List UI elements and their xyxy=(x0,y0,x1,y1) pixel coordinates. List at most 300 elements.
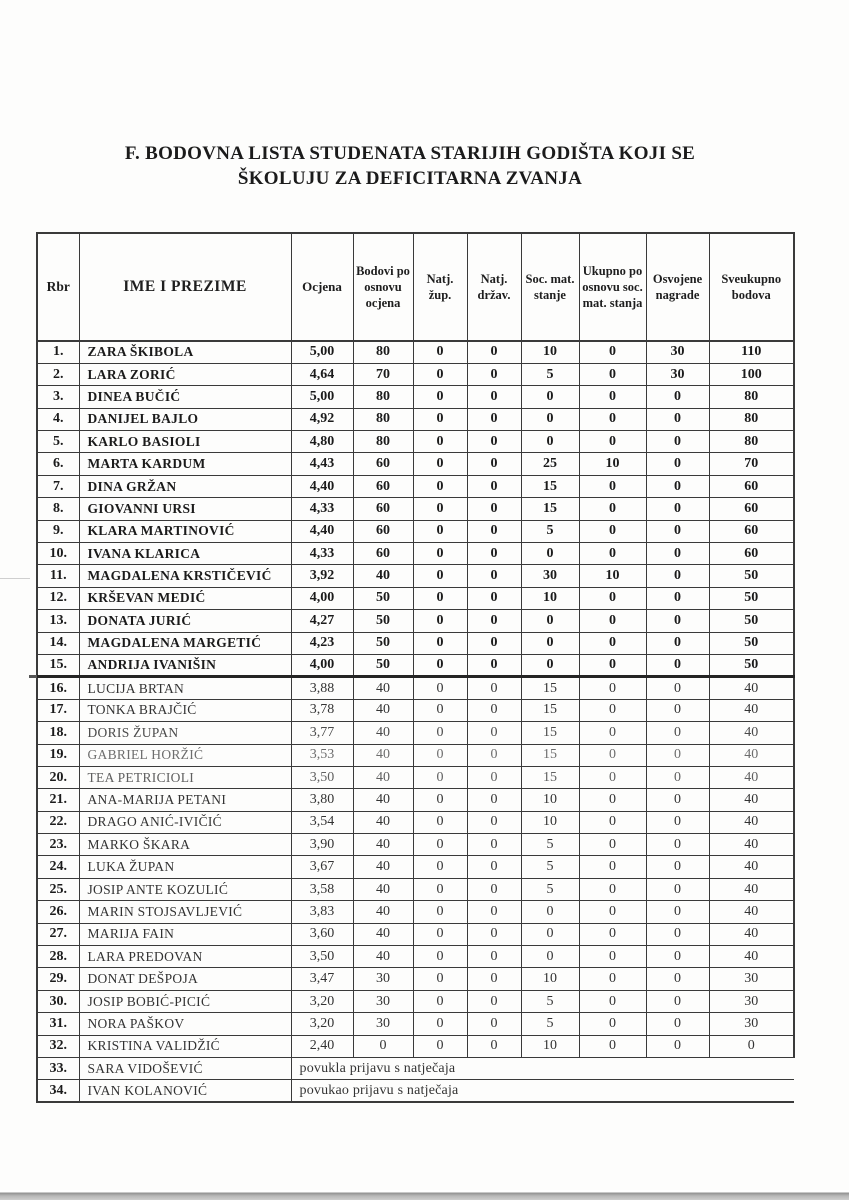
cell-rbr: 15. xyxy=(37,654,79,676)
cell-nagrade: 0 xyxy=(646,946,709,968)
cell-ocjena: 3,80 xyxy=(291,789,353,811)
cell-soc-mat: 5 xyxy=(521,990,579,1012)
cell-bodovi: 40 xyxy=(353,856,413,878)
table-header-row xyxy=(37,233,794,341)
cell-bodovi: 80 xyxy=(353,431,413,453)
cell-ukupno-soc: 0 xyxy=(579,610,646,632)
cell-natj-zup: 0 xyxy=(413,834,467,856)
cell-sveukupno: 110 xyxy=(709,341,794,363)
cell-soc-mat: 10 xyxy=(521,341,579,363)
table-row xyxy=(37,1035,794,1057)
cell-ukupno-soc: 0 xyxy=(579,475,646,497)
cell-natj-drzav: 0 xyxy=(467,520,521,542)
cell-natj-drzav: 0 xyxy=(467,1013,521,1035)
cell-soc-mat: 0 xyxy=(521,923,579,945)
cell-ukupno-soc: 0 xyxy=(579,811,646,833)
cell-ukupno-soc: 0 xyxy=(579,654,646,676)
cell-bodovi: 40 xyxy=(353,722,413,744)
document-title xyxy=(30,141,790,191)
cell-ocjena: 5,00 xyxy=(291,341,353,363)
cell-name: SARA VIDOŠEVIĆ xyxy=(79,1058,291,1080)
cell-nagrade: 0 xyxy=(646,610,709,632)
cell-ukupno-soc: 0 xyxy=(579,632,646,654)
cell-rbr: 30. xyxy=(37,990,79,1012)
cell-sveukupno: 50 xyxy=(709,565,794,587)
cell-soc-mat: 0 xyxy=(521,386,579,408)
cell-name: KRISTINA VALIDŽIĆ xyxy=(79,1035,291,1057)
cell-soc-mat: 5 xyxy=(521,856,579,878)
cell-natj-zup: 0 xyxy=(413,565,467,587)
cell-rbr: 3. xyxy=(37,386,79,408)
cell-sveukupno: 40 xyxy=(709,946,794,968)
cell-ukupno-soc: 0 xyxy=(579,722,646,744)
table-row xyxy=(37,834,794,856)
table-row xyxy=(37,587,794,609)
cell-sveukupno: 40 xyxy=(709,901,794,923)
column-header-natj-zup: Natj. žup. xyxy=(413,233,467,341)
cell-bodovi: 50 xyxy=(353,610,413,632)
cell-natj-drzav: 0 xyxy=(467,990,521,1012)
cell-nagrade: 0 xyxy=(646,744,709,766)
cell-name: GABRIEL HORŽIĆ xyxy=(79,744,291,766)
table-row xyxy=(37,878,794,900)
cell-rbr: 24. xyxy=(37,856,79,878)
cell-natj-drzav: 0 xyxy=(467,498,521,520)
cell-sveukupno: 40 xyxy=(709,856,794,878)
cell-sveukupno: 40 xyxy=(709,699,794,721)
cell-bodovi: 40 xyxy=(353,901,413,923)
cell-name: MARIJA FAIN xyxy=(79,923,291,945)
cell-name: KLARA MARTINOVIĆ xyxy=(79,520,291,542)
table-row xyxy=(37,722,794,744)
cell-ocjena: 4,00 xyxy=(291,654,353,676)
cell-bodovi: 70 xyxy=(353,363,413,385)
cell-natj-drzav: 0 xyxy=(467,722,521,744)
cell-ocjena: 4,64 xyxy=(291,363,353,385)
cell-rbr: 1. xyxy=(37,341,79,363)
cell-nagrade: 0 xyxy=(646,878,709,900)
cell-soc-mat: 10 xyxy=(521,1035,579,1057)
column-header-rbr: Rbr xyxy=(37,233,79,341)
cell-rbr: 14. xyxy=(37,632,79,654)
cell-natj-drzav: 0 xyxy=(467,565,521,587)
cell-withdrawal-note: povukla prijavu s natječaja xyxy=(291,1058,794,1080)
table-row xyxy=(37,1013,794,1035)
cell-natj-drzav: 0 xyxy=(467,654,521,676)
cell-ukupno-soc: 0 xyxy=(579,946,646,968)
cell-natj-drzav: 0 xyxy=(467,968,521,990)
cell-ocjena: 2,40 xyxy=(291,1035,353,1057)
cell-rbr: 20. xyxy=(37,766,79,788)
cell-bodovi: 40 xyxy=(353,766,413,788)
cell-natj-drzav: 0 xyxy=(467,878,521,900)
cell-name: DINEA BUČIĆ xyxy=(79,386,291,408)
cell-soc-mat: 0 xyxy=(521,946,579,968)
cell-ocjena: 3,58 xyxy=(291,878,353,900)
cell-rbr: 33. xyxy=(37,1058,79,1080)
cell-rbr: 8. xyxy=(37,498,79,520)
cell-name: LUCIJA BRTAN xyxy=(79,677,291,699)
cell-natj-zup: 0 xyxy=(413,968,467,990)
cell-nagrade: 0 xyxy=(646,834,709,856)
cell-name: KRŠEVAN MEDIĆ xyxy=(79,587,291,609)
cell-bodovi: 40 xyxy=(353,565,413,587)
cell-bodovi: 80 xyxy=(353,341,413,363)
cell-rbr: 6. xyxy=(37,453,79,475)
cell-name: DANIJEL BAJLO xyxy=(79,408,291,430)
cell-natj-zup: 0 xyxy=(413,498,467,520)
cell-ukupno-soc: 10 xyxy=(579,565,646,587)
cell-ocjena: 4,27 xyxy=(291,610,353,632)
cell-soc-mat: 15 xyxy=(521,766,579,788)
cell-rbr: 16. xyxy=(37,677,79,699)
cell-name: IVANA KLARICA xyxy=(79,543,291,565)
cell-ukupno-soc: 0 xyxy=(579,766,646,788)
cell-soc-mat: 15 xyxy=(521,722,579,744)
cell-nagrade: 0 xyxy=(646,811,709,833)
cell-rbr: 17. xyxy=(37,699,79,721)
table-row xyxy=(37,363,794,385)
cell-natj-drzav: 0 xyxy=(467,543,521,565)
cell-natj-zup: 0 xyxy=(413,654,467,676)
cell-bodovi: 40 xyxy=(353,699,413,721)
cell-ukupno-soc: 0 xyxy=(579,968,646,990)
cell-rbr: 28. xyxy=(37,946,79,968)
cell-name: LARA ZORIĆ xyxy=(79,363,291,385)
table-row xyxy=(37,565,794,587)
cell-name: MARKO ŠKARA xyxy=(79,834,291,856)
cell-ukupno-soc: 0 xyxy=(579,587,646,609)
cell-ukupno-soc: 0 xyxy=(579,744,646,766)
cell-rbr: 19. xyxy=(37,744,79,766)
cell-bodovi: 0 xyxy=(353,1035,413,1057)
cell-soc-mat: 5 xyxy=(521,878,579,900)
cell-soc-mat: 0 xyxy=(521,610,579,632)
cell-natj-zup: 0 xyxy=(413,923,467,945)
cell-ukupno-soc: 0 xyxy=(579,386,646,408)
cell-ocjena: 3,60 xyxy=(291,923,353,945)
cell-soc-mat: 15 xyxy=(521,498,579,520)
cell-nagrade: 0 xyxy=(646,789,709,811)
cell-ocjena: 3,67 xyxy=(291,856,353,878)
cell-name: DONAT DEŠPOJA xyxy=(79,968,291,990)
cell-natj-drzav: 0 xyxy=(467,946,521,968)
table-row xyxy=(37,1080,794,1102)
document-title-line-2: ŠKOLUJU ZA DEFICITARNA ZVANJA xyxy=(237,168,583,190)
table-row xyxy=(37,811,794,833)
table-row xyxy=(37,744,794,766)
cell-ukupno-soc: 0 xyxy=(579,834,646,856)
cell-name: MAGDALENA MARGETIĆ xyxy=(79,632,291,654)
cell-ukupno-soc: 0 xyxy=(579,431,646,453)
table-row xyxy=(37,386,794,408)
cell-name: KARLO BASIOLI xyxy=(79,431,291,453)
cell-sveukupno: 80 xyxy=(709,431,794,453)
cell-ocjena: 3,54 xyxy=(291,811,353,833)
cell-natj-drzav: 0 xyxy=(467,386,521,408)
cell-bodovi: 60 xyxy=(353,498,413,520)
cell-rbr: 9. xyxy=(37,520,79,542)
cell-nagrade: 30 xyxy=(646,341,709,363)
cell-natj-drzav: 0 xyxy=(467,453,521,475)
cell-bodovi: 30 xyxy=(353,968,413,990)
cell-sveukupno: 40 xyxy=(709,789,794,811)
cell-ukupno-soc: 0 xyxy=(579,543,646,565)
cell-natj-drzav: 0 xyxy=(467,1035,521,1057)
table-row xyxy=(37,453,794,475)
cell-rbr: 2. xyxy=(37,363,79,385)
cell-rbr: 10. xyxy=(37,543,79,565)
cell-soc-mat: 5 xyxy=(521,520,579,542)
cell-natj-zup: 0 xyxy=(413,789,467,811)
table-row xyxy=(37,789,794,811)
table-row xyxy=(37,498,794,520)
cell-sveukupno: 80 xyxy=(709,386,794,408)
cell-natj-zup: 0 xyxy=(413,1013,467,1035)
cell-ukupno-soc: 0 xyxy=(579,1013,646,1035)
cell-ukupno-soc: 0 xyxy=(579,677,646,699)
cell-nagrade: 0 xyxy=(646,856,709,878)
cell-name: LARA PREDOVAN xyxy=(79,946,291,968)
cell-natj-zup: 0 xyxy=(413,632,467,654)
column-header-soc-mat-stanje: Soc. mat. stanje xyxy=(521,233,579,341)
cell-bodovi: 40 xyxy=(353,811,413,833)
cell-soc-mat: 10 xyxy=(521,968,579,990)
cell-name: ANDRIJA IVANIŠIN xyxy=(79,654,291,676)
table-row xyxy=(37,923,794,945)
cell-sveukupno: 60 xyxy=(709,498,794,520)
cell-name: TEA PETRICIOLI xyxy=(79,766,291,788)
cell-sveukupno: 40 xyxy=(709,766,794,788)
cell-ocjena: 3,50 xyxy=(291,766,353,788)
cell-nagrade: 0 xyxy=(646,475,709,497)
cell-soc-mat: 15 xyxy=(521,699,579,721)
cell-soc-mat: 0 xyxy=(521,431,579,453)
cell-ocjena: 3,78 xyxy=(291,699,353,721)
cell-name: ZARA ŠKIBOLA xyxy=(79,341,291,363)
cell-natj-drzav: 0 xyxy=(467,856,521,878)
cell-bodovi: 40 xyxy=(353,834,413,856)
cell-ocjena: 4,80 xyxy=(291,431,353,453)
cell-bodovi: 40 xyxy=(353,923,413,945)
cell-sveukupno: 40 xyxy=(709,744,794,766)
cell-natj-zup: 0 xyxy=(413,722,467,744)
cell-natj-zup: 0 xyxy=(413,990,467,1012)
cell-soc-mat: 10 xyxy=(521,811,579,833)
cell-name: MARTA KARDUM xyxy=(79,453,291,475)
cell-name: ANA-MARIJA PETANI xyxy=(79,789,291,811)
table-row xyxy=(37,677,794,699)
cell-ukupno-soc: 0 xyxy=(579,520,646,542)
cell-natj-drzav: 0 xyxy=(467,341,521,363)
cell-soc-mat: 5 xyxy=(521,363,579,385)
cell-sveukupno: 50 xyxy=(709,587,794,609)
cell-withdrawal-note: povukao prijavu s natječaja xyxy=(291,1080,794,1102)
cell-nagrade: 0 xyxy=(646,431,709,453)
cell-soc-mat: 0 xyxy=(521,408,579,430)
cell-sveukupno: 0 xyxy=(709,1035,794,1057)
cell-ocjena: 4,43 xyxy=(291,453,353,475)
cell-natj-zup: 0 xyxy=(413,587,467,609)
cell-sveukupno: 60 xyxy=(709,543,794,565)
cell-nagrade: 0 xyxy=(646,766,709,788)
cell-ocjena: 4,33 xyxy=(291,498,353,520)
cell-bodovi: 60 xyxy=(353,543,413,565)
table-row xyxy=(37,341,794,363)
cell-soc-mat: 15 xyxy=(521,677,579,699)
cell-natj-drzav: 0 xyxy=(467,699,521,721)
cell-rbr: 23. xyxy=(37,834,79,856)
cell-name: DINA GRŽAN xyxy=(79,475,291,497)
cell-natj-zup: 0 xyxy=(413,408,467,430)
table-row xyxy=(37,699,794,721)
cell-name: DONATA JURIĆ xyxy=(79,610,291,632)
table-row xyxy=(37,1058,794,1080)
cell-rbr: 29. xyxy=(37,968,79,990)
cell-sveukupno: 50 xyxy=(709,654,794,676)
cell-rbr: 21. xyxy=(37,789,79,811)
table-row xyxy=(37,946,794,968)
cell-name: LUKA ŽUPAN xyxy=(79,856,291,878)
cell-bodovi: 60 xyxy=(353,520,413,542)
cell-natj-zup: 0 xyxy=(413,856,467,878)
table-row xyxy=(37,408,794,430)
cell-sveukupno: 40 xyxy=(709,677,794,699)
cell-natj-drzav: 0 xyxy=(467,363,521,385)
cell-ocjena: 3,20 xyxy=(291,990,353,1012)
cell-nagrade: 0 xyxy=(646,654,709,676)
cell-sveukupno: 30 xyxy=(709,990,794,1012)
cell-nagrade: 0 xyxy=(646,677,709,699)
cell-sveukupno: 70 xyxy=(709,453,794,475)
cell-rbr: 11. xyxy=(37,565,79,587)
cell-natj-zup: 0 xyxy=(413,766,467,788)
cell-natj-drzav: 0 xyxy=(467,834,521,856)
cell-ukupno-soc: 0 xyxy=(579,1035,646,1057)
cell-soc-mat: 0 xyxy=(521,654,579,676)
cell-soc-mat: 5 xyxy=(521,1013,579,1035)
cell-nagrade: 0 xyxy=(646,543,709,565)
cell-soc-mat: 25 xyxy=(521,453,579,475)
table-row xyxy=(37,610,794,632)
scan-edge-artifact xyxy=(0,1190,849,1200)
cell-ocjena: 4,40 xyxy=(291,475,353,497)
cell-natj-drzav: 0 xyxy=(467,766,521,788)
cell-bodovi: 50 xyxy=(353,587,413,609)
cell-name: MARIN STOJSAVLJEVIĆ xyxy=(79,901,291,923)
table-row xyxy=(37,520,794,542)
table-row xyxy=(37,968,794,990)
cell-natj-zup: 0 xyxy=(413,543,467,565)
cell-rbr: 18. xyxy=(37,722,79,744)
table-row xyxy=(37,543,794,565)
cell-bodovi: 60 xyxy=(353,453,413,475)
cell-nagrade: 0 xyxy=(646,901,709,923)
cell-natj-drzav: 0 xyxy=(467,632,521,654)
cell-ukupno-soc: 0 xyxy=(579,856,646,878)
cell-natj-drzav: 0 xyxy=(467,431,521,453)
cell-bodovi: 40 xyxy=(353,744,413,766)
cell-name: JOSIP ANTE KOZULIĆ xyxy=(79,878,291,900)
cell-ukupno-soc: 0 xyxy=(579,901,646,923)
cell-nagrade: 0 xyxy=(646,1035,709,1057)
cell-nagrade: 0 xyxy=(646,408,709,430)
cell-ocjena: 4,00 xyxy=(291,587,353,609)
cell-natj-drzav: 0 xyxy=(467,587,521,609)
cell-nagrade: 0 xyxy=(646,386,709,408)
cell-ukupno-soc: 0 xyxy=(579,878,646,900)
cell-sveukupno: 80 xyxy=(709,408,794,430)
cell-bodovi: 40 xyxy=(353,878,413,900)
score-table xyxy=(36,232,795,1103)
table-row xyxy=(37,990,794,1012)
cell-name: JOSIP BOBIĆ-PICIĆ xyxy=(79,990,291,1012)
table-row xyxy=(37,856,794,878)
cell-ukupno-soc: 0 xyxy=(579,498,646,520)
cell-ocjena: 3,77 xyxy=(291,722,353,744)
cell-soc-mat: 30 xyxy=(521,565,579,587)
cell-bodovi: 80 xyxy=(353,386,413,408)
cell-natj-zup: 0 xyxy=(413,453,467,475)
cell-natj-zup: 0 xyxy=(413,699,467,721)
cell-name: TONKA BRAJČIĆ xyxy=(79,699,291,721)
cell-name: GIOVANNI URSI xyxy=(79,498,291,520)
cell-ukupno-soc: 0 xyxy=(579,363,646,385)
cell-natj-zup: 0 xyxy=(413,1035,467,1057)
cell-ukupno-soc: 0 xyxy=(579,789,646,811)
table-row xyxy=(37,654,794,676)
cell-ukupno-soc: 0 xyxy=(579,990,646,1012)
cell-rbr: 22. xyxy=(37,811,79,833)
cell-rbr: 27. xyxy=(37,923,79,945)
cell-ukupno-soc: 0 xyxy=(579,341,646,363)
cell-rbr: 31. xyxy=(37,1013,79,1035)
cell-soc-mat: 0 xyxy=(521,632,579,654)
cell-sveukupno: 30 xyxy=(709,968,794,990)
cell-rbr: 7. xyxy=(37,475,79,497)
cell-bodovi: 40 xyxy=(353,789,413,811)
cell-natj-drzav: 0 xyxy=(467,923,521,945)
table-row xyxy=(37,901,794,923)
cell-ocjena: 3,53 xyxy=(291,744,353,766)
cell-nagrade: 0 xyxy=(646,923,709,945)
cell-nagrade: 0 xyxy=(646,722,709,744)
table-row xyxy=(37,431,794,453)
cell-bodovi: 30 xyxy=(353,990,413,1012)
cell-name: NORA PAŠKOV xyxy=(79,1013,291,1035)
cell-natj-zup: 0 xyxy=(413,901,467,923)
cell-name: DORIS ŽUPAN xyxy=(79,722,291,744)
cell-rbr: 13. xyxy=(37,610,79,632)
cell-nagrade: 0 xyxy=(646,587,709,609)
cell-natj-zup: 0 xyxy=(413,431,467,453)
cell-bodovi: 50 xyxy=(353,654,413,676)
cell-sveukupno: 60 xyxy=(709,520,794,542)
cell-bodovi: 30 xyxy=(353,1013,413,1035)
cell-rbr: 34. xyxy=(37,1080,79,1102)
column-header-osvojene-nagrade: Osvojene nagrade xyxy=(646,233,709,341)
cell-sveukupno: 100 xyxy=(709,363,794,385)
cell-ocjena: 4,92 xyxy=(291,408,353,430)
cell-ukupno-soc: 0 xyxy=(579,699,646,721)
cell-soc-mat: 5 xyxy=(521,834,579,856)
column-header-ocjena: Ocjena xyxy=(291,233,353,341)
cell-nagrade: 30 xyxy=(646,363,709,385)
cell-natj-drzav: 0 xyxy=(467,475,521,497)
cell-nagrade: 0 xyxy=(646,699,709,721)
cell-natj-zup: 0 xyxy=(413,341,467,363)
cell-rbr: 32. xyxy=(37,1035,79,1057)
